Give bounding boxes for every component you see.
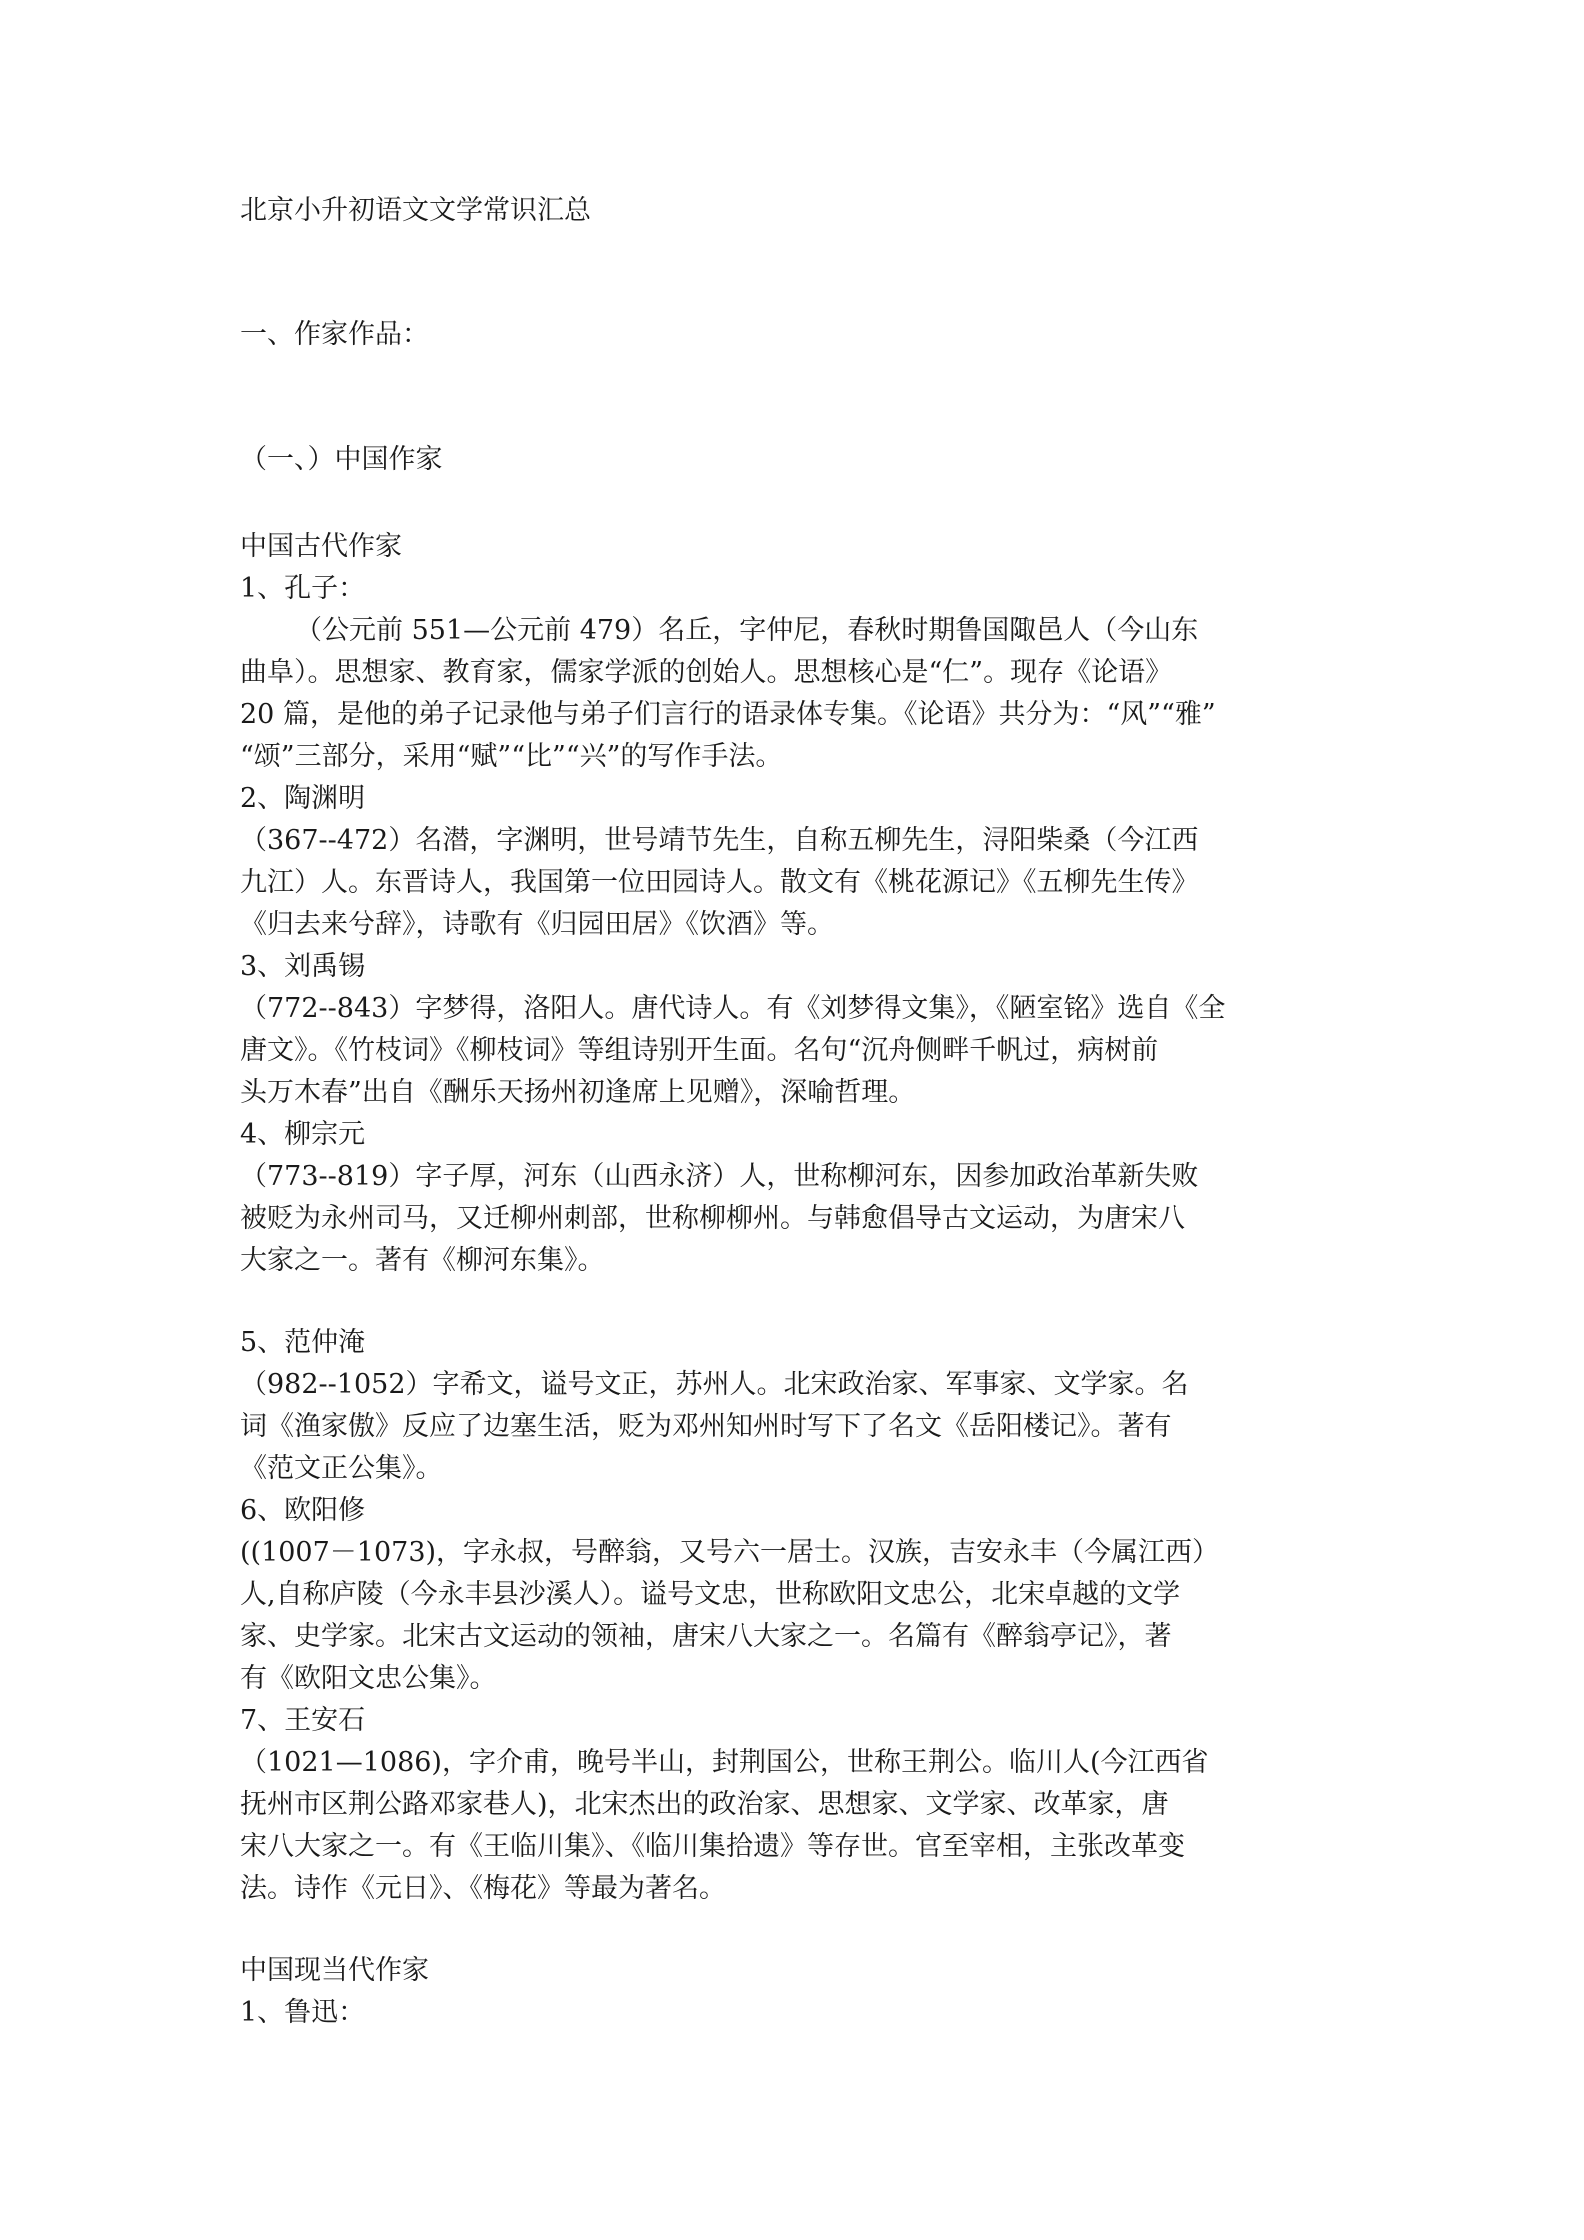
writer-entry-luxun bbox=[240, 1992, 1360, 2034]
writer-entry-wanganshi bbox=[240, 1700, 1360, 1910]
writer-text-line: 家、史学家。北宋古文运动的领袖，唐宋八大家之一。名篇有《醉翁亭记》，著 bbox=[240, 1621, 1172, 1652]
writer-text-line: 头万木春”出自《酬乐天扬州初逢席上见赠》，深喻哲理。 bbox=[240, 1077, 916, 1108]
writer-text-line: （982--1052）字希文，谥号文正，苏州人。北宋政治家、军事家、文学家。名 bbox=[240, 1369, 1189, 1400]
writer-text-line: 词《渔家傲》反应了边塞生活，贬为邓州知州时写下了名文《岳阳楼记》。著有 bbox=[240, 1411, 1172, 1442]
writer-text-line: （367--472）名潜，字渊明，世号靖节先生，自称五柳先生，浔阳柴桑（今江西 bbox=[240, 825, 1199, 856]
writer-text-line: ((1007－1073)，字永叔，号醉翁，又号六一居士。汉族，吉安永丰（今属江西） bbox=[240, 1537, 1220, 1568]
writer-name: 4、柳宗元 bbox=[240, 1119, 366, 1150]
writer-text-line: 法。诗作《元日》、《梅花》等最为著名。 bbox=[240, 1873, 726, 1904]
writer-entry-ouyangxiu bbox=[240, 1490, 1360, 1700]
writer-text-line: 《范文正公集》。 bbox=[240, 1453, 443, 1484]
writer-text-line: 唐文》。《竹枝词》《柳枝词》等组诗别开生面。名句“沉舟侧畔千帆过，病树前 bbox=[240, 1035, 1159, 1066]
section-heading: 一、作家作品： bbox=[240, 319, 429, 350]
writer-text-line: （公元前 551—公元前 479）名丘，字仲尼，春秋时期鲁国陬邑人（今山东 bbox=[295, 615, 1199, 646]
writer-name: 6、欧阳修 bbox=[240, 1495, 366, 1526]
writer-text-line: （772--843）字梦得，洛阳人。唐代诗人。有《刘梦得文集》，《陋室铭》选自《全 bbox=[240, 993, 1226, 1024]
document-page bbox=[240, 190, 1360, 2034]
writer-name: 1、孔子： bbox=[240, 573, 366, 604]
subsection-heading: （一、）中国作家 bbox=[240, 444, 443, 475]
writer-entry-liuyuxi bbox=[240, 946, 1360, 1114]
writer-text-line: 有《欧阳文忠公集》。 bbox=[240, 1663, 497, 1694]
writer-text-line: 20 篇，是他的弟子记录他与弟子们言行的语录体专集。《论语》共分为：“风”“雅” bbox=[240, 699, 1216, 730]
writer-entry-kongzi bbox=[240, 568, 1360, 778]
writer-name: 2、陶渊明 bbox=[240, 783, 366, 814]
writer-text-line: （773--819）字子厚，河东（山西永济）人，世称柳河东，因参加政治革新失败 bbox=[240, 1161, 1199, 1192]
modern-writers-heading: 中国现当代作家 bbox=[240, 1955, 429, 1986]
writer-name: 1、鲁迅： bbox=[240, 1997, 366, 2028]
writer-name: 3、刘禹锡 bbox=[240, 951, 366, 982]
writer-text-line: 大家之一。著有《柳河东集》。 bbox=[240, 1245, 605, 1276]
writer-text-line: 宋八大家之一。有《王临川集》、《临川集拾遗》等存世。官至宰相，主张改革变 bbox=[240, 1831, 1185, 1862]
writer-entry-fanzhongyan bbox=[240, 1322, 1360, 1490]
writer-text-line: “颂”三部分，采用“赋”“比”“兴”的写作手法。 bbox=[240, 741, 783, 772]
writer-text-line: 《归去来兮辞》，诗歌有《归园田居》《饮酒》等。 bbox=[240, 909, 834, 940]
writer-entry-taoyuanming bbox=[240, 778, 1360, 946]
writer-text-line: 曲阜）。思想家、教育家，儒家学派的创始人。思想核心是“仁”。现存《论语》 bbox=[240, 657, 1173, 688]
writer-text-line: （1021—1086)，字介甫，晚号半山，封荆国公，世称王荆公。临川人(今江西省 bbox=[240, 1747, 1209, 1778]
writer-text-line: 被贬为永州司马，又迁柳州刺部，世称柳柳州。与韩愈倡导古文运动，为唐宋八 bbox=[240, 1203, 1185, 1234]
writer-text-line: 抚州市区荆公路邓家巷人)，北宋杰出的政治家、思想家、文学家、改革家，唐 bbox=[240, 1789, 1169, 1820]
writer-text-line: 人,自称庐陵（今永丰县沙溪人）。谥号文忠，世称欧阳文忠公，北宋卓越的文学 bbox=[240, 1579, 1181, 1610]
document-title: 北京小升初语文文学常识汇总 bbox=[240, 195, 591, 226]
writer-entry-liuzongyuan bbox=[240, 1114, 1360, 1282]
writer-name: 5、范仲淹 bbox=[240, 1327, 366, 1358]
ancient-writers-heading: 中国古代作家 bbox=[240, 531, 402, 562]
writer-text-line: 九江）人。东晋诗人，我国第一位田园诗人。散文有《桃花源记》《五柳先生传》 bbox=[240, 867, 1199, 898]
writer-name: 7、王安石 bbox=[240, 1705, 366, 1736]
